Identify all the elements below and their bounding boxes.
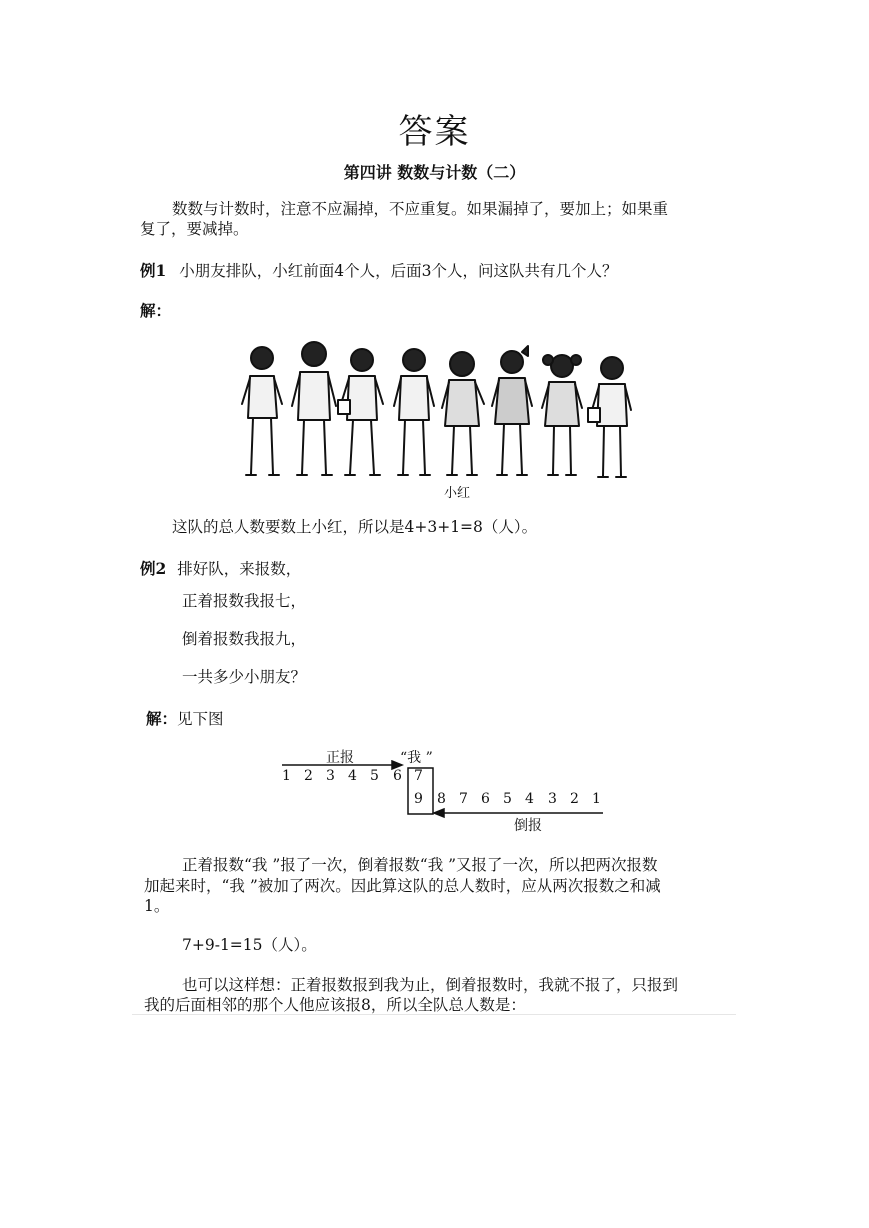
child-figure-8 (588, 357, 631, 477)
child-figure-3 (338, 349, 383, 475)
forward-number: 5 (370, 768, 379, 784)
example2-line-4: 一共多少小朋友？ (182, 668, 307, 686)
formula: 7+9-1=15（人）。 (182, 936, 317, 954)
example2-label: 例2 (140, 559, 167, 578)
forward-number: 3 (326, 768, 335, 784)
example2-solution (146, 708, 224, 730)
example2-line-3: 倒着报数我报九， (182, 630, 307, 648)
example2-solution-text: 见下图 (177, 710, 224, 728)
xiaohong-caption: 小红 (444, 486, 471, 501)
lesson-subtitle: 第四讲 数数与计数（二） (343, 163, 526, 182)
example2-line-1-text: 排好队，来报数， (177, 560, 302, 578)
backward-number: 4 (525, 791, 534, 807)
box-top-number: 7 (414, 768, 423, 784)
child-figure-5-xiaohong (442, 352, 484, 475)
alt-line-1: 也可以这样想：正着报数报到我为止，倒着报数时，我就不报了，只报到 (182, 976, 679, 994)
forward-number: 6 (393, 768, 402, 784)
page-divider (132, 1014, 736, 1015)
backward-number: 8 (437, 791, 446, 807)
child-figure-7 (542, 355, 582, 475)
forward-number: 2 (304, 768, 313, 784)
me-label: “我 ” (400, 750, 433, 766)
forward-number: 1 (282, 768, 291, 784)
example1-question-text: 小朋友排队，小红前面4个人，后面3个人，问这队共有几个人？ (179, 262, 618, 280)
explain-line-1: 正着报数“我 ”报了一次，倒着报数“我 ”又报了一次，所以把两次报数 (182, 856, 658, 874)
example1-label: 例1 (140, 261, 167, 280)
example1-solution-label: 解： (140, 301, 172, 320)
example2-line-2: 正着报数我报七， (182, 592, 307, 610)
example2-line-1 (140, 558, 301, 580)
child-figure-1 (242, 347, 282, 475)
explain-line-2: 加起来时，“我 ”被加了两次。因此算这队的总人数时，应从两次报数之和减 (144, 877, 661, 895)
example1-answer: 这队的总人数要数上小红，所以是4+3+1=8（人）。 (172, 518, 538, 536)
backward-number: 7 (459, 791, 468, 807)
child-figure-6 (492, 346, 532, 475)
child-figure-4 (394, 349, 434, 475)
intro-line-1: 数数与计数时，注意不应漏掉，不应重复。如果漏掉了，要加上；如果重 (172, 200, 669, 218)
backward-number: 1 (592, 791, 601, 807)
child-figure-2 (292, 342, 336, 475)
example2-solution-label: 解： (146, 709, 178, 728)
backward-arrow-head (434, 809, 444, 817)
backward-number: 2 (570, 791, 579, 807)
forward-label: 正报 (326, 750, 354, 766)
backward-number: 3 (548, 791, 557, 807)
example1-question (140, 260, 617, 282)
backward-number: 5 (503, 791, 512, 807)
page-title: 答案 (398, 112, 471, 152)
explain-line-3: 1。 (144, 897, 170, 915)
alt-line-2: 我的后面相邻的那个人他应该报8，所以全队总人数是： (144, 996, 526, 1014)
backward-label: 倒报 (514, 818, 542, 834)
backward-number: 6 (481, 791, 490, 807)
forward-number: 4 (348, 768, 357, 784)
intro-line-2: 复了，要减掉。 (140, 220, 249, 238)
box-bottom-number: 9 (414, 791, 423, 807)
children-line-illustration (232, 340, 644, 482)
